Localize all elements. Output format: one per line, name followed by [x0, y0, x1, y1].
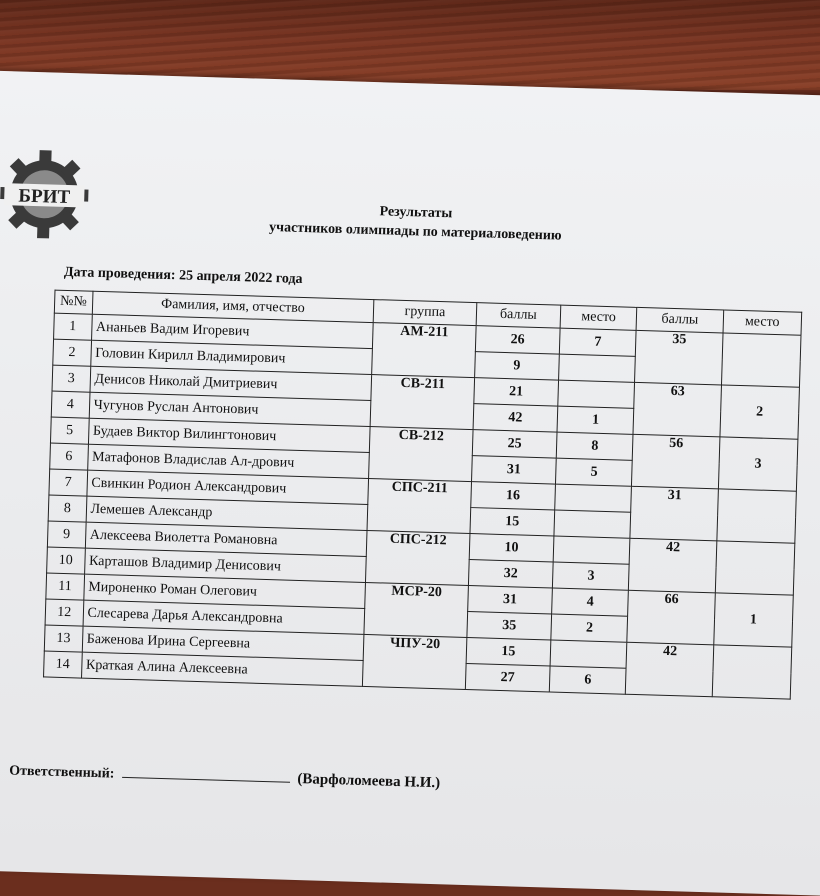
place-cell: 5: [556, 458, 633, 486]
team-score-cell: 35: [635, 330, 723, 385]
group-cell: ЧПУ-20: [362, 634, 466, 689]
team-score-cell: 42: [626, 642, 714, 697]
team-score-cell: 56: [632, 434, 720, 489]
place-cell: 1: [557, 406, 634, 434]
row-num: 4: [51, 391, 89, 418]
score-cell: 31: [467, 586, 552, 614]
score-cell: 16: [470, 482, 555, 510]
row-num: 3: [52, 365, 90, 392]
row-num: 5: [50, 417, 88, 444]
responsible-signature-line: [9, 761, 440, 792]
score-cell: 26: [475, 326, 560, 354]
row-num: 1: [54, 313, 92, 340]
team-place-cell: [721, 333, 801, 387]
team-place-cell: 1: [713, 593, 793, 647]
participant-name: Баженова Ирина Сергеевна: [82, 626, 364, 660]
page-title: [165, 196, 666, 249]
participant-name: Алексеева Виолетта Романовна: [85, 522, 367, 556]
score-cell: 27: [465, 663, 550, 691]
group-cell: СВ-212: [369, 427, 473, 482]
score-cell: 15: [466, 637, 551, 665]
place-cell: 3: [552, 562, 629, 590]
team-score-cell: 42: [629, 538, 717, 593]
place-cell: [558, 380, 635, 408]
brit-logo: [0, 143, 96, 246]
row-num: 2: [53, 339, 91, 366]
place-cell: [559, 354, 636, 382]
participant-name: Лемешев Александр: [86, 496, 368, 530]
row-num: 11: [46, 573, 84, 600]
place-cell: [550, 640, 627, 668]
participant-name: Слесарева Дарья Александровна: [83, 600, 365, 634]
logo-text: БРИТ: [18, 185, 71, 209]
score-cell: 9: [474, 352, 559, 380]
place-cell: 8: [556, 432, 633, 460]
responsible-person: (Варфоломеева Н.И.): [297, 771, 441, 792]
score-cell: 42: [473, 404, 558, 432]
team-place-cell: [712, 645, 792, 699]
participant-name: Головин Кирилл Владимирович: [90, 340, 372, 374]
participant-name: Краткая Алина Алексеевна: [81, 652, 363, 686]
score-cell: 25: [472, 430, 557, 458]
team-place-cell: 2: [720, 385, 800, 439]
row-num: 7: [49, 469, 87, 496]
header-team-place: место: [723, 310, 802, 335]
place-cell: 6: [549, 666, 626, 694]
place-cell: [553, 536, 630, 564]
row-num: 12: [45, 599, 83, 626]
title-line-2: участников олимпиады по материаловедению: [268, 219, 562, 244]
group-cell: МСР-20: [364, 582, 468, 637]
results-table: [43, 290, 802, 700]
group-cell: СПС-211: [367, 479, 471, 534]
participant-name: Чугунов Руслан Антонович: [89, 392, 371, 426]
team-place-cell: [715, 541, 795, 595]
place-cell: 2: [551, 614, 628, 642]
participant-name: Будаев Виктор Вилингтонович: [88, 418, 370, 452]
place-cell: 4: [552, 588, 629, 616]
participant-name: Матафонов Владислав Ал-дрович: [87, 444, 369, 478]
header-team-score: баллы: [636, 307, 723, 333]
score-cell: 10: [469, 534, 554, 562]
score-cell: 35: [467, 611, 552, 639]
header-num: №№: [54, 290, 92, 314]
row-num: 9: [47, 521, 85, 548]
row-num: 14: [44, 651, 82, 678]
team-place-cell: [717, 489, 797, 543]
header-score: баллы: [476, 303, 561, 328]
score-cell: 32: [468, 560, 553, 588]
participant-name: Карташов Владимир Денисович: [84, 548, 366, 582]
place-cell: [554, 510, 631, 538]
score-cell: 21: [474, 378, 559, 406]
group-cell: АМ-211: [372, 323, 476, 378]
header-group: группа: [373, 300, 476, 326]
place-cell: 7: [559, 328, 636, 356]
row-num: 8: [48, 495, 86, 522]
participant-name: Мироненко Роман Олегович: [83, 574, 365, 608]
responsible-label: Ответственный:: [8, 763, 115, 782]
participant-name: Денисов Николай Дмитриевич: [90, 366, 372, 400]
place-cell: [555, 484, 632, 512]
team-score-cell: 63: [633, 382, 721, 437]
participant-name: Свинкин Родион Александрович: [87, 470, 369, 504]
row-num: 10: [47, 547, 85, 574]
participant-name: Ананьев Вадим Игоревич: [91, 314, 373, 348]
header-place: место: [560, 305, 637, 330]
row-num: 13: [44, 625, 82, 652]
score-cell: 31: [471, 456, 556, 484]
signature-blank: [122, 765, 290, 783]
score-cell: 15: [470, 508, 555, 536]
header-name: Фамилия, имя, отчество: [92, 291, 374, 322]
event-date: Дата проведения: 25 апреля 2022 года: [63, 264, 303, 287]
row-num: 6: [50, 443, 88, 470]
group-cell: СВ-211: [370, 375, 474, 430]
title-line-1: Результаты: [379, 204, 453, 222]
team-score-cell: 66: [627, 590, 715, 645]
paper-sheet: [0, 70, 820, 896]
team-place-cell: 3: [718, 437, 798, 491]
team-score-cell: 31: [630, 486, 718, 541]
gear-logo-icon: [0, 143, 96, 246]
group-cell: СПС-212: [366, 530, 470, 585]
